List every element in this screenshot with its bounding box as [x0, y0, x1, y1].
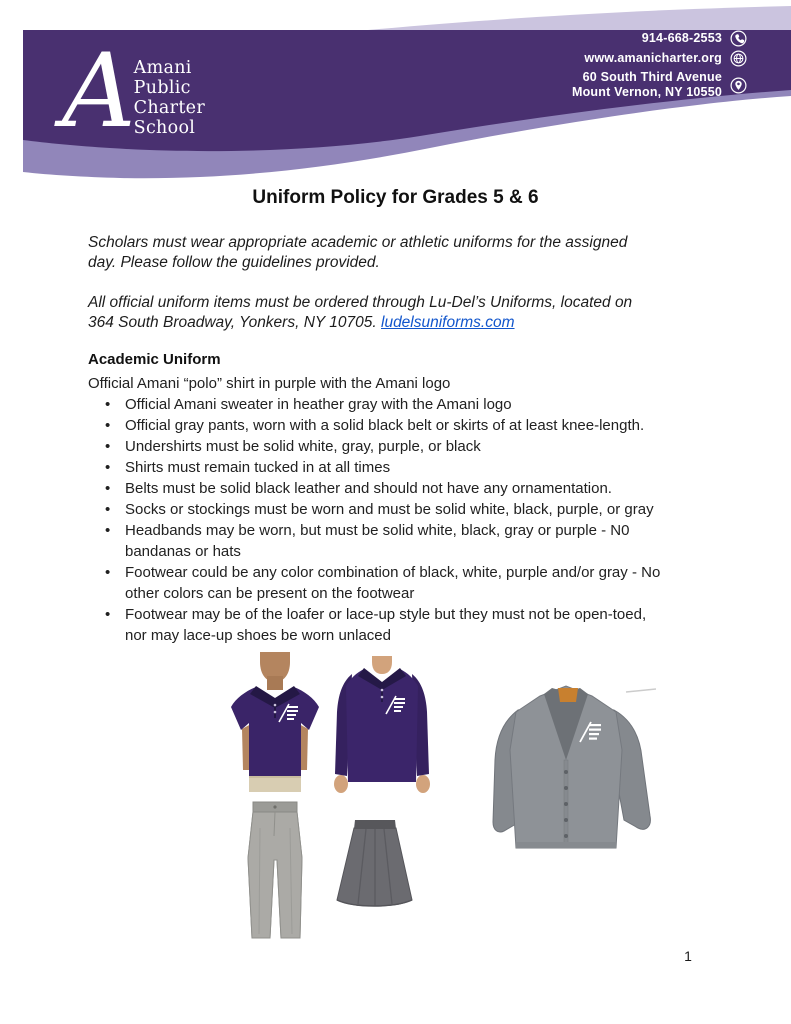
contact-phone-row: [572, 30, 747, 47]
cardigan-image: [484, 676, 656, 866]
amani-logo-mark: [580, 722, 601, 742]
document-body: [88, 180, 703, 646]
website-url: www.amanicharter.org: [584, 51, 722, 65]
paragraph-line: day. Please follow the guidelines provided.: [88, 254, 380, 271]
bullet-item: • Shirts must remain tucked in at all times: [88, 457, 703, 478]
uniform-rules-list: [88, 394, 703, 646]
intro-paragraph: [88, 233, 703, 273]
polo-long-sleeve-image: [328, 656, 436, 796]
bullet-item: • Footwear may be of the loafer or lace-up style but they must not be open-toed, nor may lace-up shoes be worn unlaced: [88, 604, 703, 646]
paragraph-line: Scholars must wear appropriate academic or athletic uniforms for the assigned: [88, 234, 628, 251]
logo-word: Charter: [133, 98, 205, 118]
contact-address-row: [572, 70, 747, 100]
phone-icon: [730, 30, 747, 47]
bullet-item: • Belts must be solid black leather and should not have any ornamentation.: [88, 478, 703, 499]
logo-word: Amani: [133, 58, 192, 78]
pants-image: [244, 798, 306, 942]
address-line-2: Mount Vernon, NY 10550: [571, 85, 722, 99]
amani-logo-mark: [386, 696, 405, 714]
polo-short-sleeve-image: [216, 652, 334, 792]
amani-logo-mark: [279, 704, 298, 722]
section-intro-line: Official Amani “polo” shirt in purple with the Amani logo: [88, 374, 451, 392]
globe-icon: [730, 50, 747, 67]
address-line-1: 60 South Third Avenue: [582, 70, 722, 84]
banner-wave-light: [368, 6, 791, 30]
bullet-item: • Official gray pants, worn with a solid black belt or skirts of at least knee-length.: [88, 415, 703, 436]
skirt-image: [326, 816, 424, 912]
page-number: 1: [684, 948, 692, 964]
page-title: Uniform Policy for Grades 5 & 6: [252, 187, 539, 208]
paragraph-line: All official uniform items must be ordered through Lu-Del’s Uniforms, located on: [88, 294, 633, 311]
logo-monogram-a: A: [62, 32, 132, 151]
contact-website-row: [572, 50, 747, 67]
phone-number: 914-668-2553: [641, 31, 722, 45]
logo-word: Public: [133, 78, 191, 98]
section-heading: Academic Uniform: [88, 350, 221, 368]
bullet-item: • Undershirts must be solid white, gray, purple, or black: [88, 436, 703, 457]
bullet-item: • Footwear could be any color combination of black, white, purple and/or gray - No other colors can be present on the footwear: [88, 562, 703, 604]
bullet-item: • Headbands may be worn, but must be solid white, black, gray or purple - N0 bandanas or hats: [88, 520, 703, 562]
contact-block: [572, 30, 747, 103]
bullet-item: • Socks or stockings must be worn and must be solid white, black, purple, or gray: [88, 499, 703, 520]
bullet-item: • Official Amani sweater in heather gray with the Amani logo: [88, 394, 703, 415]
school-logo: [62, 32, 205, 151]
paragraph-line: 364 South Broadway, Yonkers, NY 10705.: [88, 314, 377, 331]
ordering-paragraph: [88, 293, 703, 333]
logo-word: School: [133, 118, 196, 138]
ludels-uniforms-link[interactable]: ludelsuniforms.com: [381, 314, 515, 331]
location-pin-icon: [730, 77, 747, 94]
